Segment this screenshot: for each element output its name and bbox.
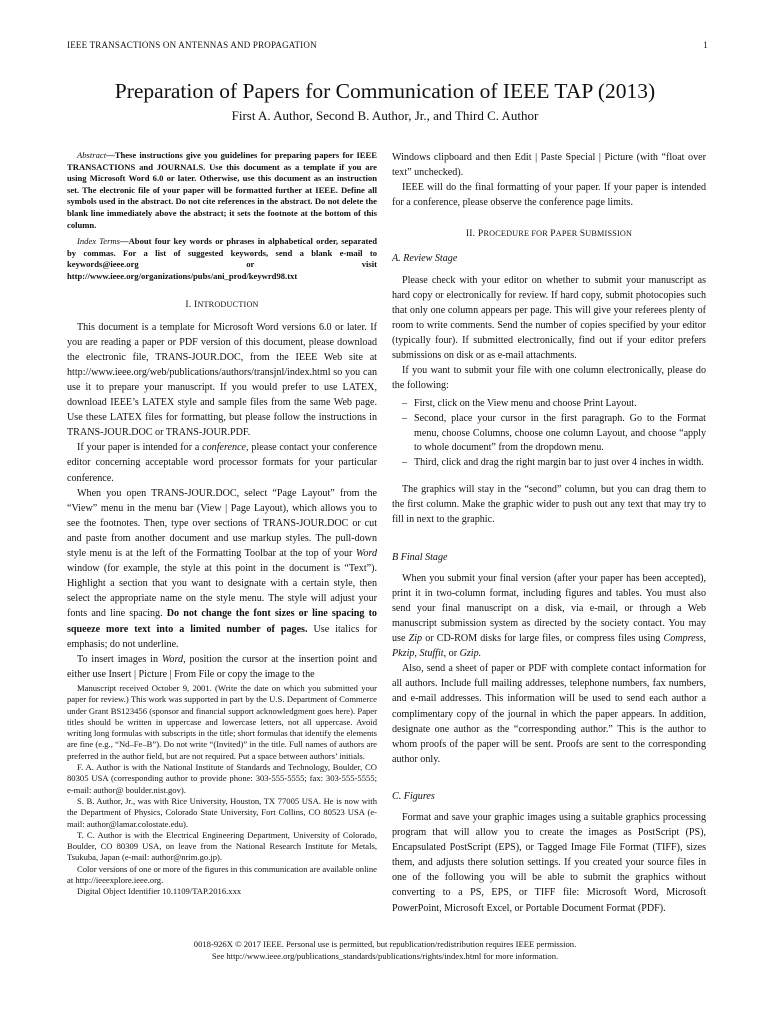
section-heading-introduction: I. INTRODUCTION <box>185 298 259 310</box>
running-header <box>67 40 708 50</box>
abstract <box>67 150 377 231</box>
copyright-notice <box>0 938 770 962</box>
footnote-author-3: T. C. Author is with the Electrical Engineering Department, University of Colorado, Boulder, CO 80309 USA, on leave from the National Research Institute for Metals, Tsukuba, Japan (e-mail: author@nrim.go.jp). <box>67 829 377 863</box>
footnote-manuscript: Manuscript received October 9, 2001. (Write the date on which you submitted your paper for review.) This work was supported in part by the U.S. Department of Commerce under Grant BS123456 (sponsor and financial support acknowledgment goes here). Paper titles should be written in uppercase and lowercase letters, not all uppercase. Avoid writing long formulas with subscripts in the title; short formulas that identify the elements are fine (e.g., “Nd–Fe–B”). Do not write “(Invited)” in the title. Full names of authors are preferred in the author field, but are not required. Put a space between authors’ initials. <box>67 683 377 761</box>
paper-title: Preparation of Papers for Communication of IEEE TAP (2013) <box>114 79 656 103</box>
copyright-line-2: See http://www.ieee.org/publications_standards/publications/rights/index.html for more information. <box>211 951 559 961</box>
index-terms <box>67 236 377 282</box>
subsection-heading-review-stage: A. Review Stage <box>392 253 458 265</box>
index-terms-label: Index Terms <box>77 236 120 247</box>
copyright-line-1: 0018-926X © 2017 IEEE. Personal use is permitted, but republication/redistribution requires IEEE permission. <box>193 939 577 949</box>
review-paragraph-1: Please check with your editor on whether to submit your manuscript as hard copy or electronically for review. If hard copy, submit photocopies such that only one column appears per page. This will give your referees plenty of room to write comments. Send the number of copies specified by your editor (typically four). If submitted electronically, find out if your editor prefers submissions on disk or as e-mail attachments. <box>392 274 706 362</box>
section-heading-procedure: II. PROCEDURE FOR PAPER SUBMISSION <box>465 228 633 240</box>
subsection-heading-figures: C. Figures <box>392 790 435 802</box>
intro-paragraph-4: To insert images in Word, position the cursor at the insertion point and either use Insert | Picture | From File or copy the image to the <box>67 653 378 680</box>
abstract-text: —These instructions give you guidelines for preparing papers for IEEE TRANSACTIONS and JOURNALS. Use this document as a template if you are using Microsoft Word 6.0 or later. Otherwise, use this document as an instruction set. The electronic file of your paper will be formatted further at IEEE. Define all symbols used in the abstract. Do not cite references in the abstract. Do not delete the blank line immediately above the abstract; it sets the footnote at the bottom of this column. <box>67 150 377 230</box>
figures-paragraph-1: Format and save your graphic images using a suitable graphics processing program that will allow you to create the images as PostScript (PS), Encapsulated PostScript (EPS), or Tagged Image File Format (TIFF), sizes them, and adjusts there solution settings. If you created your source files in one of the following you will be able to submit the graphics without converting to a PS, EPS, or TIFF file: Microsoft Word, Microsoft PowerPoint, Microsoft Excel, or Portable Document Format (PDF). <box>392 811 706 914</box>
footnote-author-2: S. B. Author, Jr., was with Rice University, Houston, TX 77005 USA. He is now with the Department of Physics, Colorado State University, Fort Collins, CO 80523 USA (e-mail: author@lamar.colostate.edu). <box>67 795 377 829</box>
right-column <box>392 150 706 916</box>
first-page-footnote <box>67 683 377 898</box>
list-item: – Third, click and drag the right margin bar to just over 4 inches in width. <box>402 456 706 471</box>
intro-paragraph-2: If your paper is intended for a conference, please contact your conference editor concerning acceptable word processor formats for your particular conference. <box>67 442 377 484</box>
author-list: First A. Author, Second B. Author, Jr., and Third C. Author <box>231 108 539 123</box>
list-item: – Second, place your cursor in the first paragraph. Go to the Format menu, choose Columns, choose one column Layout, and choose “apply to whole document” from the dropdown menu. <box>402 412 706 456</box>
final-paragraph-2: Also, send a sheet of paper or PDF with complete contact information for all authors. Include full mailing addresses, telephone numbers, fax numbers, and e-mail addresses. This information will be used to send each author a complimentary copy of the journal in which the paper appears. In addition, designate one author as the “corresponding author.” This is the author to whom proofs of the paper will be sent. Proofs are sent to the corresponding author only. <box>392 663 706 765</box>
intro-paragraph-1: This document is a template for Microsoft Word versions 6.0 or later. If you are reading a paper or PDF version of this document, please download the electronic file, TRANS-JOUR.DOC, from the IEEE Web site at http://www.ieee.org/web/publications/authors/transjnl/index.html so you can use it to prepare your manuscript. If you would prefer to use LATEX, download IEEE’s LATEX style and sample files from the same Web page. Use these LATEX files for formatting, but please follow the instructions in TRANS-JOUR.DOC or TRANS-JOUR.PDF. <box>67 321 377 439</box>
continued-paragraph: Windows clipboard and then Edit | Paste Special | Picture (with “float over text” unchecked). <box>392 152 706 179</box>
final-paragraph-1: When you submit your final version (after your paper has been accepted), print it in two-column format, including figures and tables. You must also send your final manuscript on a disk, via e-mail, or through a Web manuscript submission system as directed by the society contact. You may use Zip or CD-ROM disks for large files, or compress files using Compress, Pkzip, Stuffit, or Gzip. <box>392 572 706 660</box>
list-item: – First, click on the View menu and choose Print Layout. <box>402 397 706 412</box>
review-paragraph-3: The graphics will stay in the “second” column, but you can drag them to the first column. Make the graphic wider to push out any text that may try to fill in next to the graphic. <box>392 484 706 526</box>
formatting-paragraph: IEEE will do the final formatting of your paper. If your paper is intended for a conference, please observe the conference page limits. <box>392 182 706 209</box>
index-terms-text: —About four key words or phrases in alphabetical order, separated by commas. For a list of suggested keywords, send a blank e-mail to keywords@ieee.org or visit http://www.ieee.org/organizations/pubs/ani_prod/keywrd98.txt <box>67 236 378 281</box>
footnote-doi: Digital Object Identifier 10.1109/TAP.2016.xxx <box>77 886 242 897</box>
footnote-author-1: F. A. Author is with the National Institute of Standards and Technology, Boulder, CO 80305 USA (corresponding author to provide phone: 303-555-5555; fax: 303-555-5555; e-mail: author@ boulder.nist.gov). <box>67 762 377 795</box>
page-number: 1 <box>703 40 708 50</box>
journal-name: IEEE TRANSACTIONS ON ANTENNAS AND PROPAGATION <box>67 40 317 50</box>
review-paragraph-2: If you want to submit your file with one column electronically, please do the following: <box>392 365 706 392</box>
abstract-label: Abstract <box>77 150 107 160</box>
footnote-color-versions: Color versions of one or more of the figures in this communication are available online at http://ieeexplore.ieee.org. <box>67 863 377 886</box>
left-column <box>67 150 377 682</box>
subsection-heading-final-stage: B Final Stage <box>392 551 448 563</box>
one-column-steps-list <box>392 397 706 470</box>
intro-paragraph-3: When you open TRANS-JOUR.DOC, select “Page Layout” from the “View” menu in the menu bar (View | Page Layout), which allows you to see the footnotes. Then, type over sections of TRANS-JOUR.DOC or cut and paste from another document and use markup styles. The pull-down style menu is at the left of the Formatting Toolbar at the top of your Word window (for example, the style at this point in the document is “Text”). Highlight a section that you want to designate with a certain style, then select the appropriate name on the style menu. The style will adjust your fonts and line spacing. Do not change the font sizes or line spacing to squeeze more text into a limited number of pages. Use italics for emphasis; do not underline. <box>67 487 377 650</box>
